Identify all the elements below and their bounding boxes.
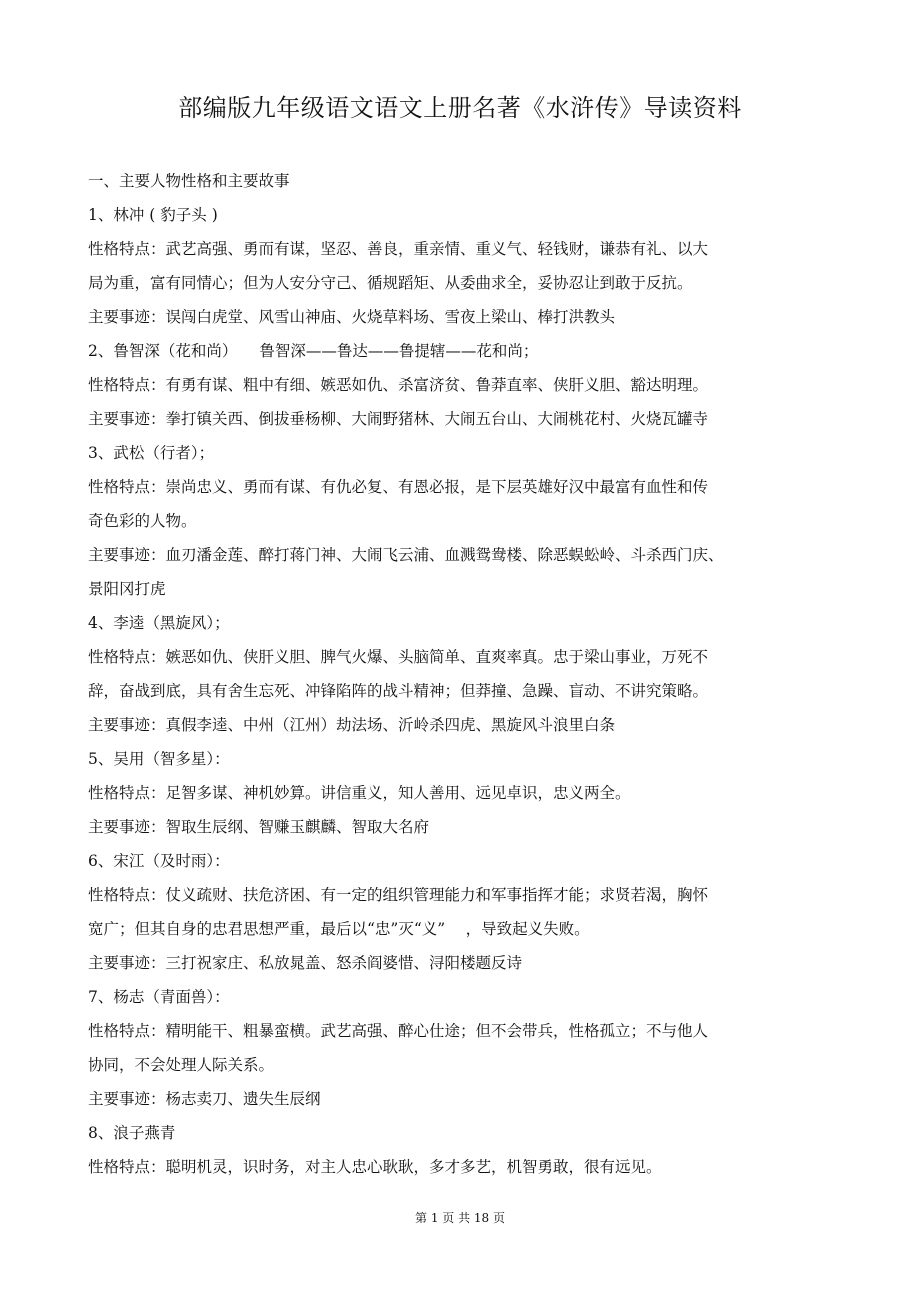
character-stories-line: 景阳冈打虎 — [88, 580, 166, 598]
character-traits-line: 奇色彩的人物。 — [88, 512, 197, 530]
character-section — [88, 980, 808, 1116]
character-heading — [88, 1116, 808, 1150]
character-heading — [88, 844, 808, 878]
character-name: 5、吴用（智多星）： — [88, 750, 230, 768]
character-stories-line: 主要事迹：智取生辰纲、智赚玉麒麟、智取大名府 — [88, 818, 430, 836]
character-traits-line: 宽广；但其自身的忠君思想严重，最后以“忠”灭“义” ，导致起义失败。 — [88, 920, 590, 938]
character-name: 8、浪子燕青 — [88, 1124, 176, 1142]
character-section — [88, 436, 808, 606]
section-heading: 一、主要人物性格和主要故事 — [88, 172, 290, 190]
character-list — [88, 198, 808, 1184]
character-traits-line: 性格特点：崇尚忠义、勇而有谋、有仇必复、有恩必报，是下层英雄好汉中最富有血性和传 — [88, 478, 709, 496]
character-traits-line: 性格特点：聪明机灵，识时务，对主人忠心耿耿，多才多艺，机智勇敢，很有远见。 — [88, 1158, 662, 1176]
character-name: 4、李逵（黑旋风）； — [88, 614, 230, 632]
character-section — [88, 742, 808, 844]
character-traits-line: 协同，不会处理人际关系。 — [88, 1056, 275, 1074]
character-heading — [88, 606, 808, 640]
character-section — [88, 844, 808, 980]
character-traits-line: 局为重，富有同情心；但为人安分守己、循规蹈矩、从委曲求全，妥协忍让到敢于反抗。 — [88, 274, 693, 292]
character-traits-line: 性格特点：仗义疏财、扶危济困、有一定的组织管理能力和军事指挥才能；求贤若渴，胸怀 — [88, 886, 709, 904]
character-section — [88, 1116, 808, 1184]
character-stories-line: 主要事迹：拳打镇关西、倒拔垂杨柳、大闹野猪林、大闹五台山、大闹桃花村、火烧瓦罐寺 — [88, 410, 709, 428]
character-traits-line: 性格特点：武艺高强、勇而有谋，坚忍、善良，重亲情、重义气、轻钱财，谦恭有礼、以大 — [88, 240, 709, 258]
character-traits-line: 性格特点：精明能干、粗暴蛮横。武艺高强、醉心仕途；但不会带兵，性格孤立；不与他人 — [88, 1022, 709, 1040]
character-heading — [88, 436, 808, 470]
character-name: 3、武松（行者）； — [88, 444, 215, 462]
character-heading — [88, 742, 808, 776]
character-traits-line: 性格特点：嫉恶如仇、侠肝义胆、脾气火爆、头脑简单、直爽率真。忠于梁山事业，万死不 — [88, 648, 709, 666]
character-traits-line: 性格特点：足智多谋、神机妙算。讲信重义，知人善用、远见卓识，忠义两全。 — [88, 784, 631, 802]
character-stories-line: 主要事迹：血刃潘金莲、醉打蒋门神、大闹飞云浦、血溅鸳鸯楼、除恶蜈蚣岭、斗杀西门庆、 — [88, 546, 724, 564]
character-traits-line: 性格特点：有勇有谋、粗中有细、嫉恶如仇、杀富济贫、鲁莽直率、侠肝义胆、豁达明理。 — [88, 376, 709, 394]
character-section — [88, 198, 808, 334]
character-heading — [88, 198, 808, 232]
character-heading — [88, 980, 808, 1014]
character-aliases: 鲁智深——鲁达——鲁提辖——花和尚； — [259, 342, 539, 360]
page-footer: 第 1 页 共 18 页 — [415, 1211, 505, 1225]
character-heading — [88, 334, 808, 368]
character-stories-line: 主要事迹：真假李逵、中州（江州）劫法场、沂岭杀四虎、黑旋风斗浪里白条 — [88, 716, 616, 734]
character-stories-line: 主要事迹：三打祝家庄、私放晁盖、怒杀阎婆惜、浔阳楼题反诗 — [88, 954, 523, 972]
character-name: 2、鲁智深（花和尚） — [88, 342, 238, 360]
page-title: 部编版九年级语文语文上册名著《水浒传》导读资料 — [178, 94, 742, 122]
character-traits-line: 辞，奋战到底，具有舍生忘死、冲锋陷阵的战斗精神；但莽撞、急躁、盲动、不讲究策略。 — [88, 682, 709, 700]
character-name: 1、林冲 ( 豹子头 ) — [88, 206, 218, 224]
character-name: 6、宋江（及时雨）： — [88, 852, 230, 870]
character-stories-line: 主要事迹：误闯白虎堂、风雪山神庙、火烧草料场、雪夜上梁山、棒打洪教头 — [88, 308, 616, 326]
document-body — [88, 164, 808, 1184]
character-name: 7、杨志（青面兽）： — [88, 988, 230, 1006]
character-section — [88, 606, 808, 742]
character-stories-line: 主要事迹：杨志卖刀、遗失生辰纲 — [88, 1090, 321, 1108]
character-section — [88, 334, 808, 436]
